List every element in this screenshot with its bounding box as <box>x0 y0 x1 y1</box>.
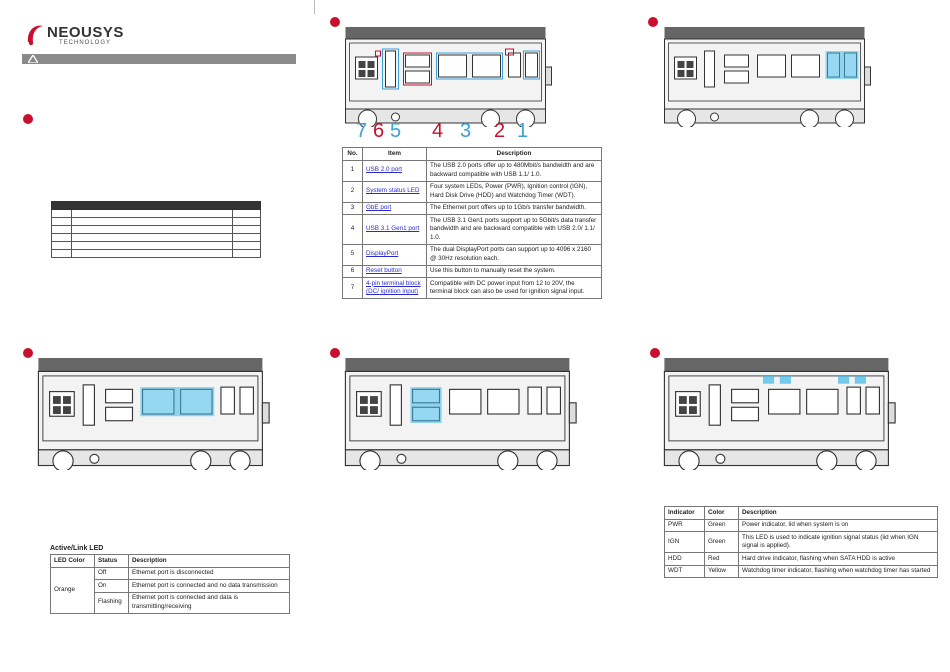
panel-items-table <box>342 147 602 299</box>
system-status-led-link[interactable]: System status LED <box>366 187 420 195</box>
front-panel-usb2-diagram <box>662 27 877 127</box>
table-row: 7 4-pin terminal block (DC/ ignition input) Compatible with DC power input from 12 to 20V, the terminal block can also be used for ignition signal input. <box>343 278 602 299</box>
callout-7: 7 <box>356 120 368 142</box>
front-panel-led-diagram <box>662 358 902 470</box>
section-bullet <box>650 348 660 358</box>
table-row: 4 USB 3.1 Gen1 port The USB 3.1 Gen1 ports support up to 5Gbit/s data transfer bandwidth and are backward compatible with USB 2.0/ 1.1/ 1.0. <box>343 215 602 245</box>
gbe-port-link[interactable]: GbE port <box>366 204 392 211</box>
table-row: HDD Red Hard drive indicator, flashing when SATA HDD is active <box>665 553 938 566</box>
front-panel-gbe-diagram <box>36 358 276 470</box>
callout-6: 6 <box>373 120 385 142</box>
col-header-item: Item <box>363 148 427 161</box>
table-row: 5 DisplayPort The dual DisplayPort ports can support up to 4096 x 2160 @ 30Hz resolution each. <box>343 244 602 265</box>
usb2-port-link[interactable]: USB 2.0 port <box>366 166 403 174</box>
front-panel-usb31-diagram <box>343 358 583 470</box>
section-bullet <box>23 348 33 358</box>
callout-2: 2 <box>494 120 506 142</box>
led-table-title: Active/Link LED <box>50 545 104 552</box>
callout-4: 4 <box>432 120 444 142</box>
placeholder-table <box>51 201 261 258</box>
front-panel-diagram <box>343 27 558 127</box>
usb31-port-link[interactable]: USB 3.1 Gen1 port <box>366 225 420 232</box>
section-bullet <box>330 17 340 27</box>
callout-3: 3 <box>460 120 472 142</box>
system-led-indicator-table: Indicator Color Description PWR Green Power indicator, lid when system is on IGN Green This LED is used to indicate ignition signal status (lid when IGN signal is applied). HDD Red Hard drive indicator, flashing when SATA HDD is active WDT Yellow Watchdog timer indicator, flashing when watchdog timer has started <box>664 506 938 578</box>
table-row: WDT Yellow Watchdog timer indicator, flashing when watchdog timer has started <box>665 565 938 578</box>
warning-icon <box>28 55 38 63</box>
table-row: 1 USB 2.0 port The USB 2.0 ports offer up to 480Mbit/s bandwidth and are backward compatible with USB 1.1/ 1.0. <box>343 160 602 181</box>
led-color-cell: Orange <box>51 567 95 613</box>
active-link-led-table: LED Color Status Description Orange Off Ethernet port is disconnected On Ethernet port is connected and no data transmission Flashing Ethernet port is connected and data is transmitting/receiving <box>50 554 290 614</box>
callout-5: 5 <box>390 120 402 142</box>
table-row: IGN Green This LED is used to indicate ignition signal status (lid when IGN signal is applied). <box>665 532 938 553</box>
table-row: 6 Reset button Use this button to manually reset the system. <box>343 265 602 278</box>
section-bullet <box>330 348 340 358</box>
reset-button-link[interactable]: Reset button <box>366 267 402 274</box>
table-row: 3 GbE port The Ethernet port offers up to 1Gb/s transfer bandwidth. <box>343 202 602 215</box>
table-row: Orange Off Ethernet port is disconnected <box>51 567 290 580</box>
table-row: PWR Green Power indicator, lid when system is on <box>665 519 938 532</box>
col-header-description: Description <box>427 148 602 161</box>
logo-mark-icon <box>25 22 47 46</box>
logo-name: NEOUSYS <box>47 24 124 41</box>
company-logo <box>25 22 135 48</box>
terminal-block-link[interactable]: 4-pin terminal block (DC/ ignition input) <box>366 279 421 295</box>
col-header-no: No. <box>343 148 363 161</box>
table-row: On Ethernet port is connected and no data transmission <box>51 580 290 593</box>
section-bullet <box>23 114 33 124</box>
logo-subtitle: TECHNOLOGY <box>59 40 112 46</box>
table-row: Flashing Ethernet port is connected and data is transmitting/receiving <box>51 592 290 613</box>
table-row: 2 System status LED Four system LEDs, Power (PWR), Ignition control (IGN), Hard Disk Drive (HDD) and Watchdog Timer (WDT). <box>343 181 602 202</box>
displayport-link[interactable]: DisplayPort <box>366 250 399 258</box>
section-bullet <box>648 17 658 27</box>
callout-1: 1 <box>517 120 529 142</box>
column-divider <box>314 0 315 14</box>
header-banner <box>22 54 296 64</box>
